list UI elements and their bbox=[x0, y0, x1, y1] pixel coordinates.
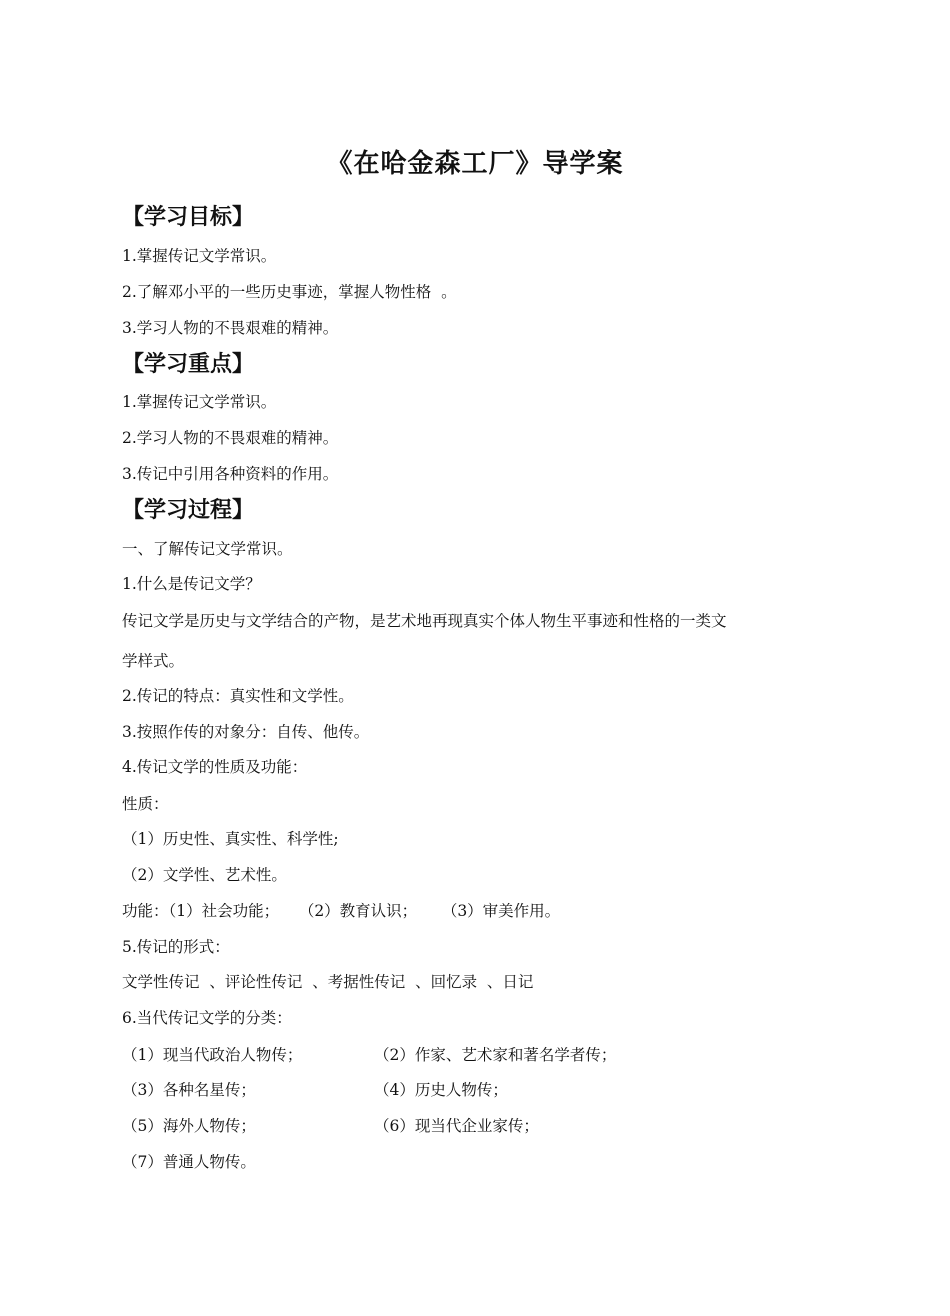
category-item: （2）作家、艺术家和著名学者传； bbox=[374, 1046, 617, 1064]
nature-item: （1）历史性、真实性、科学性; bbox=[122, 830, 339, 848]
function-line: 功能：（1）社会功能； （2）教育认识； （3）审美作用。 bbox=[122, 902, 561, 920]
question-5: 5.传记的形式： bbox=[122, 938, 230, 956]
question-3: 3.按照作传的对象分：自传、他传。 bbox=[122, 723, 370, 741]
category-item: （4）历史人物传； bbox=[374, 1081, 508, 1099]
nature-item: （2）文学性、艺术性。 bbox=[122, 866, 287, 884]
definition-text: 传记文学是历史与文学结合的产物，是艺术地再现真实个体人物生平事迹和性格的一类文 bbox=[122, 612, 727, 630]
keypoints-heading: 【学习重点】 bbox=[122, 352, 255, 377]
forms-line: 文学性传记 、评论性传记 、考据性传记 、回忆录 、日记 bbox=[122, 973, 534, 991]
category-item: （5）海外人物传； bbox=[122, 1117, 256, 1135]
category-item: （1）现当代政治人物传； bbox=[122, 1046, 303, 1064]
objectives-heading: 【学习目标】 bbox=[122, 205, 255, 230]
document-title: 《在哈金森工厂》导学案 bbox=[326, 149, 624, 179]
nature-label: 性质： bbox=[122, 795, 169, 813]
category-item: （7）普通人物传。 bbox=[122, 1153, 256, 1171]
objective-item: 2.了解邓小平的一些历史事迹，掌握人物性格 。 bbox=[122, 283, 457, 301]
objective-item: 3.学习人物的不畏艰难的精神。 bbox=[122, 319, 339, 337]
objective-item: 1.掌握传记文学常识。 bbox=[122, 247, 277, 265]
process-part-title: 一、了解传记文学常识。 bbox=[122, 540, 293, 558]
question-6: 6.当代传记文学的分类： bbox=[122, 1009, 292, 1027]
question-1: 1.什么是传记文学？ bbox=[122, 575, 261, 593]
question-4: 4.传记文学的性质及功能： bbox=[122, 758, 308, 776]
keypoint-item: 3.传记中引用各种资料的作用。 bbox=[122, 465, 339, 483]
category-item: （6）现当代企业家传； bbox=[374, 1117, 539, 1135]
keypoint-item: 1.掌握传记文学常识。 bbox=[122, 393, 277, 411]
category-item: （3）各种名星传； bbox=[122, 1081, 256, 1099]
keypoint-item: 2.学习人物的不畏艰难的精神。 bbox=[122, 429, 339, 447]
definition-text-cont: 学样式。 bbox=[122, 652, 185, 670]
process-heading: 【学习过程】 bbox=[122, 498, 255, 523]
question-2: 2.传记的特点：真实性和文学性。 bbox=[122, 687, 354, 705]
